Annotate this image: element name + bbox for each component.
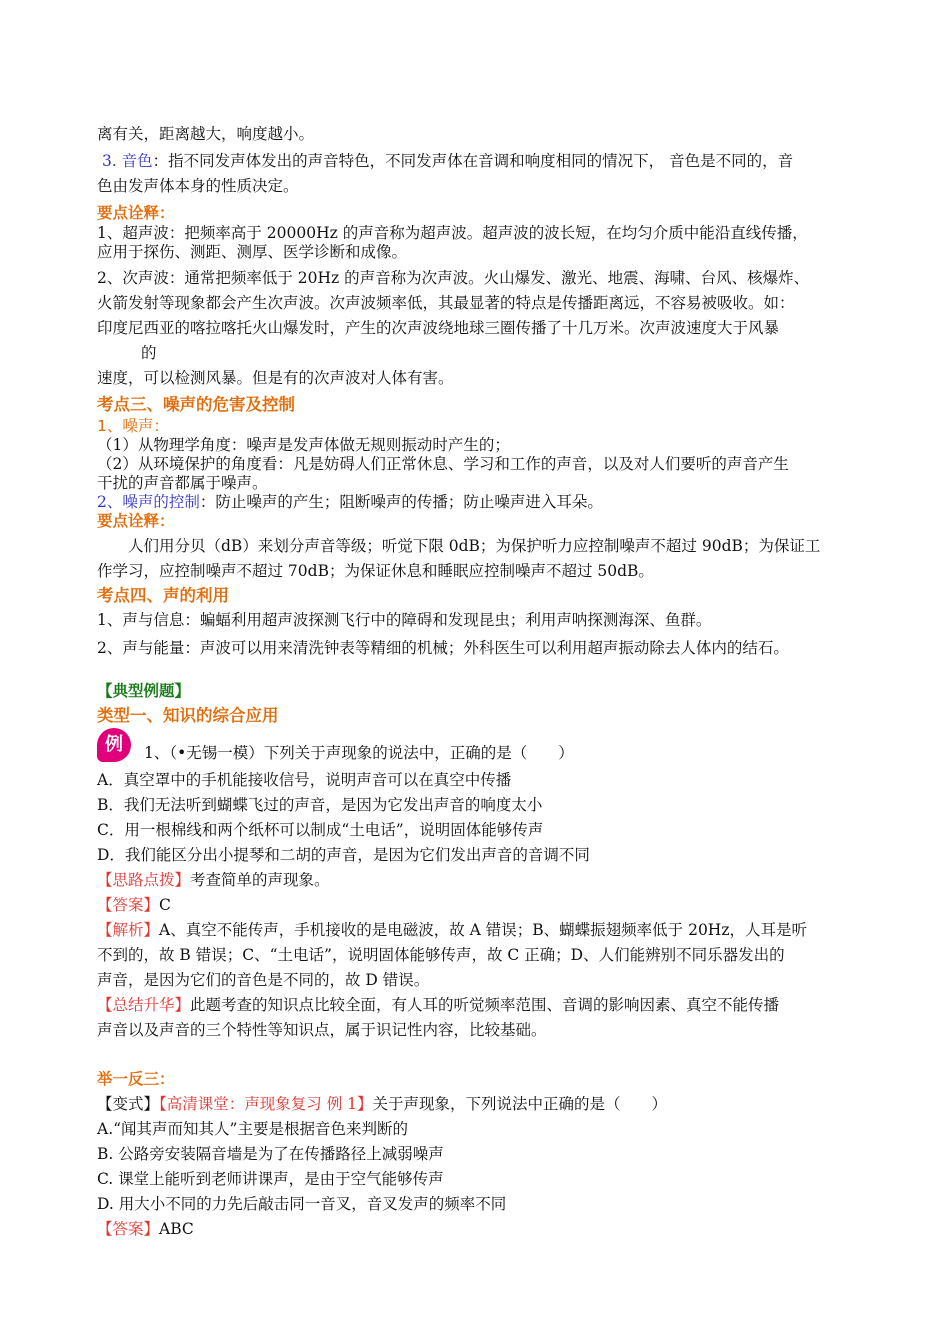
text-line: 色由发声体本身的性质决定。 [97, 177, 299, 195]
text-line: 声音以及声音的三个特性等知识点，属于识记性内容，比较基础。 [97, 1021, 547, 1039]
summary-line [97, 993, 857, 1018]
hint-line [97, 868, 857, 893]
text-line: 作学习，应控制噪声不超过 70dB；为保证休息和睡眠应控制噪声不超过 50dB。 [97, 562, 654, 580]
type-heading: 类型一、知识的综合应用 [97, 706, 279, 725]
text-line: 火箭发射等现象都会产生次声波。次声波频率低，其最显著的特点是传播距离远，不容易被吸收。如： [97, 294, 795, 312]
variant-text: 关于声现象，下列说法中正确的是（ ） [372, 1095, 667, 1113]
option-b: B．我们无法听到蝴蝶飞过的声音，是因为它发出声音的响度太小 [97, 796, 543, 814]
keypoint-heading: 要点诠释： [97, 512, 175, 530]
answer-label: 【答案】 [97, 896, 160, 914]
analysis-text: A、真空不能传声，手机接收的是电磁波，故 A 错误；B、蝴蝶振翅频率低于 20Hz，人耳是听 [159, 921, 807, 939]
variant-question [97, 1092, 857, 1117]
variant-option-c: C. 课堂上能听到老师讲课声，是由于空气能够传声 [97, 1170, 444, 1188]
example-badge-icon: 例 [97, 728, 131, 762]
timbre-line [97, 149, 857, 174]
section-heading-3: 考点三、噪声的危害及控制 [97, 395, 295, 414]
practice-heading: 举一反三： [97, 1070, 175, 1088]
noise-heading: 1、噪声： [97, 417, 169, 435]
text-line: （1）从物理学角度：噪声是发声体做无规则振动时产生的； [97, 436, 510, 454]
variant-answer-label: 【答案】 [97, 1220, 160, 1238]
keypoint-heading: 要点诠释： [97, 204, 175, 222]
noise-control-label: 2、噪声的控制 [97, 493, 200, 511]
text-line: 人们用分贝（dB）来划分声音等级；听觉下限 0dB；为保护听力应控制噪声不超过 90dB；为保证工 [128, 537, 821, 555]
text-line: 印度尼西亚的喀拉喀托火山爆发时，产生的次声波绕地球三圈传播了十几万米。次声波速度大于风暴 [97, 319, 780, 337]
text-line: 2、声与能量：声波可以用来清洗钟表等精细的机械；外科医生可以利用超声振动除去人体内的结石。 [97, 639, 789, 657]
noise-control-text: ：防止噪声的产生；阻断噪声的传播；防止噪声进入耳朵。 [199, 493, 603, 511]
variant-answer-text: ABC [159, 1220, 194, 1238]
text-line: 不到的，故 B 错误；C、“土电话”，说明固体能够传声，故 C 正确；D、人们能辨别不同乐器发出的 [97, 946, 785, 964]
document-page [97, 122, 857, 1242]
text-line: 声音，是因为它们的音色是不同的，故 D 错误。 [97, 971, 430, 989]
summary-text: 此题考查的知识点比较全面，有人耳的听觉频率范围、音调的影响因素、真空不能传播 [190, 996, 780, 1014]
variant-ref: 【高清课堂：声现象复习 例 1】 [159, 1095, 373, 1113]
section-heading-4: 考点四、声的利用 [97, 586, 229, 605]
text-line: 干扰的声音都属于噪声。 [97, 474, 268, 492]
question-text: 1、（•无锡一模）下列关于声现象的说法中，正确的是（ ） [144, 744, 574, 762]
text-line: （2）从环境保护的角度看：凡是妨碍人们正常休息、学习和工作的声音，以及对人们要听的声音产生 [97, 455, 789, 473]
timbre-label: 3. 音色 [101, 152, 153, 170]
text-line: 离有关，距离越大，响度越小。 [97, 125, 315, 143]
variant-label: 【变式】 [97, 1095, 160, 1113]
hint-label: 【思路点拨】 [97, 871, 191, 889]
variant-option-d: D. 用大小不同的力先后敲击同一音叉，音叉发声的频率不同 [97, 1195, 507, 1213]
text-line: 速度，可以检测风暴。但是有的次声波对人体有害。 [97, 369, 454, 387]
answer-line [97, 893, 857, 918]
analysis-label: 【解析】 [97, 921, 160, 939]
text-line: 2、次声波：通常把频率低于 20Hz 的声音称为次声波。火山爆发、激光、地震、海啸、台风、核爆炸、 [97, 269, 810, 287]
option-d: D．我们能区分出小提琴和二胡的声音，是因为它们发出声音的音调不同 [97, 846, 590, 864]
text-line: 的 [141, 344, 157, 362]
typical-examples-heading: 【典型例题】 [97, 682, 191, 700]
text-line: 1、超声波：把频率高于 20000Hz 的声音称为超声波。超声波的波长短，在均匀介质中能沿直线传播， [97, 224, 808, 242]
hint-text: 考查简单的声现象。 [190, 871, 330, 889]
timbre-text: ：指不同发声体发出的声音特色，不同发声体在音调和响度相同的情况下， 音色是不同的，音 [152, 152, 794, 170]
text-line: 应用于探伤、测距、测厚、医学诊断和成像。 [97, 243, 408, 261]
analysis-line [97, 918, 857, 943]
noise-control-line [97, 493, 857, 512]
summary-label: 【总结升华】 [97, 996, 191, 1014]
variant-option-b: B. 公路旁安装隔音墙是为了在传播路径上减弱噪声 [97, 1145, 444, 1163]
option-c: C．用一根棉线和两个纸杯可以制成“土电话”，说明固体能够传声 [97, 821, 544, 839]
option-a: A．真空罩中的手机能接收信号，说明声音可以在真空中传播 [97, 771, 512, 789]
answer-text: C [159, 896, 171, 914]
variant-option-a: A.“闻其声而知其人”主要是根据音色来判断的 [97, 1120, 408, 1138]
variant-answer-line [97, 1217, 857, 1242]
text-line: 1、声与信息：蝙蝠利用超声波探测飞行中的障碍和发现昆虫；利用声呐探测海深、鱼群。 [97, 611, 712, 629]
example-row [97, 728, 857, 766]
